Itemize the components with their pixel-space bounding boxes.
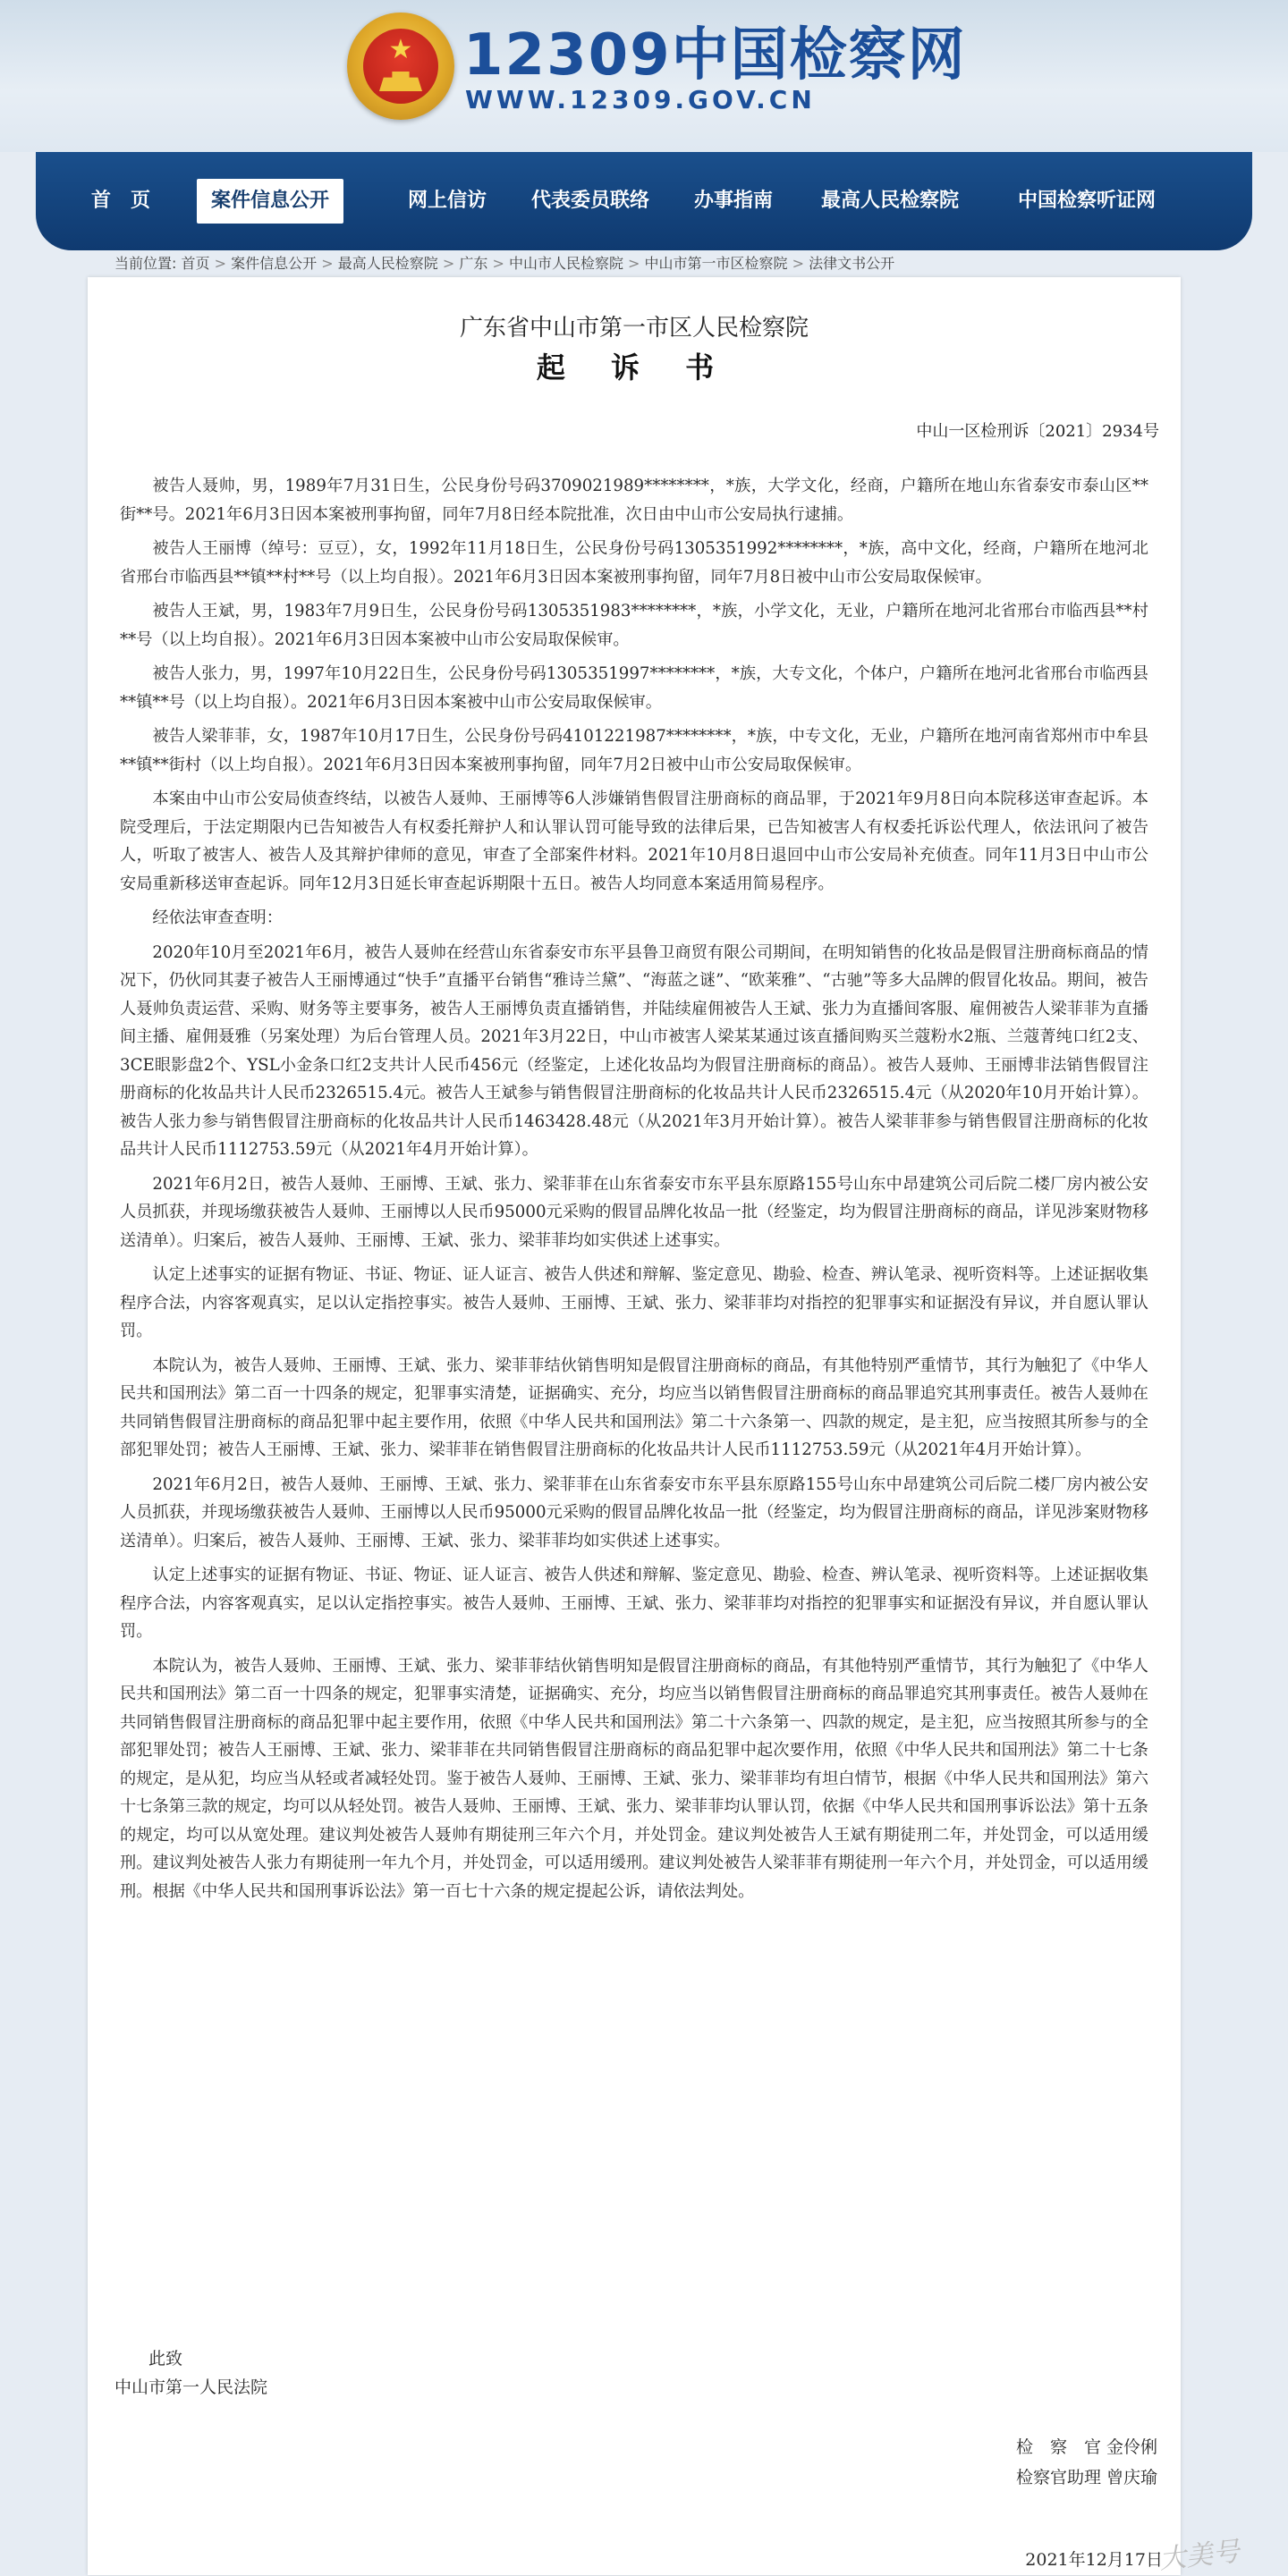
watermark: 大美号 [1157,2536,1241,2576]
breadcrumb-item[interactable]: 中山市人民检察院 [508,255,623,272]
findings-heading: 经依法审查查明： [152,908,283,927]
closing-block [114,2344,267,2402]
nav-item-deputy-liaison[interactable]: 代表委员联络 [530,190,649,212]
nav-item-online-petition[interactable]: 网上信访 [407,190,487,212]
document-date: 2021年12月17日 [1025,2550,1163,2570]
closing-salutation: 此致 [148,2349,183,2369]
breadcrumb-item-current[interactable]: 法律文书公开 [809,255,895,272]
nav-item-supreme-procuratorate[interactable]: 最高人民检察院 [820,190,959,212]
indictment-document [88,277,1181,2575]
defendant-paragraph: 被告人聂帅，男，1989年7月31日生，公民身份号码3709021989********，*族，大学文化，经商，户籍所在地山东省泰安市泰山区**街**号。2021年6月3日因本案被刑事拘留，同年7月8日经本院批准，次日由中山市公安局执行逮捕。 [120,477,1148,524]
evidence-paragraph: 认定上述事实的证据有物证、书证、物证、证人证言、被告人供述和辩解、鉴定意见、勘验、检查、辨认笔录、视听资料等。上述证据收集程序合法，内容客观真实，足以认定指控事实。被告人聂帅、王丽博、王斌、张力、梁菲菲均对指控的犯罪事实和证据没有异议，并自愿认罪认罚。 [120,1265,1148,1340]
breadcrumb-separator: > [492,255,504,272]
issuing-office: 广东省中山市第一市区人民检察院 [459,315,809,342]
site-header [0,0,1288,152]
defendant-paragraph: 被告人张力，男，1997年10月22日生，公民身份号码1305351997********，*族，大专文化，个体户，户籍所在地河北省邢台市临西县**镇**号（以上均自报）。2021年6月3日因本案被中山市公安局取保候审。 [120,664,1148,712]
breadcrumb-separator: > [442,255,455,272]
document-title: 起 诉 书 [536,351,733,384]
opinion-paragraph: 本院认为，被告人聂帅、王丽博、王斌、张力、梁菲菲结伙销售明知是假冒注册商标的商品，有其他特别严重情节，其行为触犯了《中华人民共和国刑法》第二百一十四条的规定，犯罪事实清楚，证据确实、充分，均应当以销售假冒注册商标的商品罪追究其刑事责任。被告人聂帅在共同销售假冒注册商标的商品犯罪中起主要作用，依照《中华人民共和国刑法》第二十六条第一、四款的规定，是主犯，应当按照其所参与的全部犯罪处罚；被告人王丽博、王斌、张力、梁菲菲在销售假冒注册商标的化妆品共计人民币1112753.59元（从2021年4月开始计算）。 [120,1356,1148,1459]
breadcrumb-item[interactable]: 最高人民检察院 [337,255,438,272]
document-body [120,472,1148,1912]
site-url: WWW.12309.GOV.CN [465,85,816,114]
nav-item-hearing-network[interactable]: 中国检察听证网 [1017,190,1156,212]
breadcrumb-separator: > [214,255,227,272]
breadcrumb-separator: > [792,255,805,272]
facts-paragraph: 2021年6月2日，被告人聂帅、王丽博、王斌、张力、梁菲菲在山东省泰安市东平县东原路155号山东中昂建筑公司后院二楼厂房内被公安人员抓获，并现场缴获被告人聂帅、王丽博以人民币95000元采购的假冒品牌化妆品一批（经鉴定，均为假冒注册商标的商品，详见涉案财物移送清单）。归案后，被告人聂帅、王丽博、王斌、张力、梁菲菲均如实供述上述事实。 [120,1174,1148,1250]
defendant-paragraph: 被告人梁菲菲，女，1987年10月17日生，公民身份号码4101221987********，*族，中专文化，无业，户籍所在地河南省郑州市中牟县**镇**街村（以上均自报）。2021年6月3日因本案被刑事拘留，同年7月2日被中山市公安局取保候审。 [120,727,1148,774]
procuratorate-emblem-icon[interactable] [347,13,454,120]
facts-paragraph: 2020年10月至2021年6月，被告人聂帅在经营山东省泰安市东平县鲁卫商贸有限公司期间，在明知销售的化妆品是假冒注册商标商品的情况下，仍伙同其妻子被告人王丽博通过“快手”直播平台销售“雅诗兰黛”、“海蓝之谜”、“欧莱雅”、“古驰”等多大品牌的假冒化妆品。期间，被告人聂帅负责运营、采购、财务等主要事务，被告人王丽博负责直播销售，并陆续雇佣被告人王斌、张力为直播间客服、雇佣被告人梁菲菲为直播间主播、雇佣聂雅（另案处理）为后台管理人员。2021年3月22日，中山市被害人梁某某通过该直播间购买兰蔻粉水2瓶、兰蔻菁纯口红2支、3CE眼影盘2个、YSL小金条口红2支共计人民币456元（经鉴定，上述化妆品均为假冒注册商标的商品）。被告人聂帅、王丽博非法销售假冒注册商标的化妆品共计人民币2326515.4元。被告人王斌参与销售假冒注册商标的化妆品共计人民币2326515.4元（从2020年10月开始计算）。被告人张力参与销售假冒注册商标的化妆品共计人民币1463428.48元（从2021年3月开始计算）。被告人梁菲菲参与销售假冒注册商标的化妆品共计人民币1112753.59元（从2021年4月开始计算）。 [120,942,1148,1159]
defendant-paragraph: 被告人王斌，男，1983年7月9日生，公民身份号码1305351983********，*族，小学文化，无业，户籍所在地河北省邢台市临西县**村**号（以上均自报）。2021年6月3日因本案被中山市公安局取保候审。 [120,602,1148,649]
breadcrumb-item[interactable]: 中山市第一市区检察院 [644,255,788,272]
facts-paragraph: 2021年6月2日，被告人聂帅、王丽博、王斌、张力、梁菲菲在山东省泰安市东平县东原路155号山东中昂建筑公司后院二楼厂房内被公安人员抓获，并现场缴获被告人聂帅、王丽博以人民币95000元采购的假冒品牌化妆品一批（经鉴定，均为假冒注册商标的商品，详见涉案财物移送清单）。归案后，被告人聂帅、王丽博、王斌、张力、梁菲菲均如实供述上述事实。 [120,1474,1148,1550]
procedure-paragraph: 本案由中山市公安局侦查终结，以被告人聂帅、王丽博等6人涉嫌销售假冒注册商标的商品罪，于2021年9月8日向本院移送审查起诉。本院受理后，于法定期限内已告知被告人有权委托辩护人和认罪认罚可能导致的法律后果，已告知被害人有权委托诉讼代理人，依法讯问了被告人，听取了被害人、被告人及其辩护律师的意见，审查了全部案件材料。2021年10月8日退回中山市公安局补充侦查。同年11月3日中山市公安局重新移送审查起诉。同年12月3日延长审查起诉期限十五日。被告人均同意本案适用简易程序。 [120,790,1148,893]
breadcrumb-label: 当前位置: [114,255,177,272]
signature-block [1016,2432,1157,2493]
breadcrumb [114,252,1188,275]
nav-item-home[interactable]: 首 页 [90,190,150,212]
breadcrumb-item[interactable]: 广东 [459,255,488,272]
opinion-paragraph: 本院认为，被告人聂帅、王丽博、王斌、张力、梁菲菲结伙销售明知是假冒注册商标的商品，有其他特别严重情节，其行为触犯了《中华人民共和国刑法》第二百一十四条的规定，犯罪事实清楚，证据确实、充分，均应当以销售假冒注册商标的商品罪追究其刑事责任。被告人聂帅在共同销售假冒注册商标的商品犯罪中起主要作用，依照《中华人民共和国刑法》第二十六条第一、四款的规定，是主犯，应当按照其所参与的全部犯罪处罚；被告人王丽博、王斌、张力、梁菲菲在共同销售假冒注册商标的商品犯罪中起次要作用，依照《中华人民共和国刑法》第二十七条的规定，是从犯，均应当从轻或者减轻处罚。鉴于被告人聂帅、王丽博、王斌、张力、梁菲菲均有坦白情节，根据《中华人民共和国刑法》第六十七条第三款的规定，均可以从轻处罚。被告人聂帅、王丽博、王斌、张力、梁菲菲均认罪认罚，依据《中华人民共和国刑事诉讼法》第十五条的规定，均可以从宽处理。建议判处被告人聂帅有期徒刑三年六个月，并处罚金。建议判处被告人王斌有期徒刑二年，并处罚金，可以适用缓刑。建议判处被告人张力有期徒刑一年九个月，并处罚金，可以适用缓刑。建议判处被告人梁菲菲有期徒刑一年六个月，并处罚金，可以适用缓刑。根据《中华人民共和国刑事诉讼法》第一百七十六条的规定提起公诉，请依法判处。 [120,1656,1148,1901]
defendant-paragraph: 被告人王丽博（绰号：豆豆），女，1992年11月18日生，公民身份号码1305351992********，*族，高中文化，经商，户籍所在地河北省邢台市临西县**镇**村**号（以上均自报）。2021年6月3日因本案被刑事拘留，同年7月8日被中山市公安局取保候审。 [120,539,1148,587]
breadcrumb-item[interactable]: 案件信息公开 [231,255,318,272]
prosecutor-signature: 检 察 官 金伶俐 [1015,2437,1157,2457]
document-number: 中山一区检刑诉〔2021〕2934号 [916,422,1159,441]
breadcrumb-separator: > [628,255,640,272]
nav-item-case-info[interactable]: 案件信息公开 [197,179,343,224]
addressee-court: 中山市第一人民法院 [114,2378,268,2397]
breadcrumb-separator: > [321,255,334,272]
nav-item-guide[interactable]: 办事指南 [693,190,773,212]
breadcrumb-item[interactable]: 首页 [181,255,210,272]
main-nav [36,152,1252,250]
site-title[interactable]: 12309中国检察网 [463,22,967,89]
evidence-paragraph: 认定上述事实的证据有物证、书证、物证、证人证言、被告人供述和辩解、鉴定意见、勘验、检查、辨认笔录、视听资料等。上述证据收集程序合法，内容客观真实，足以认定指控事实。被告人聂帅、王丽博、王斌、张力、梁菲菲均对指控的犯罪事实和证据没有异议，并自愿认罪认罚。 [120,1566,1148,1641]
assistant-signature: 检察官助理 曾庆瑜 [1015,2468,1157,2487]
